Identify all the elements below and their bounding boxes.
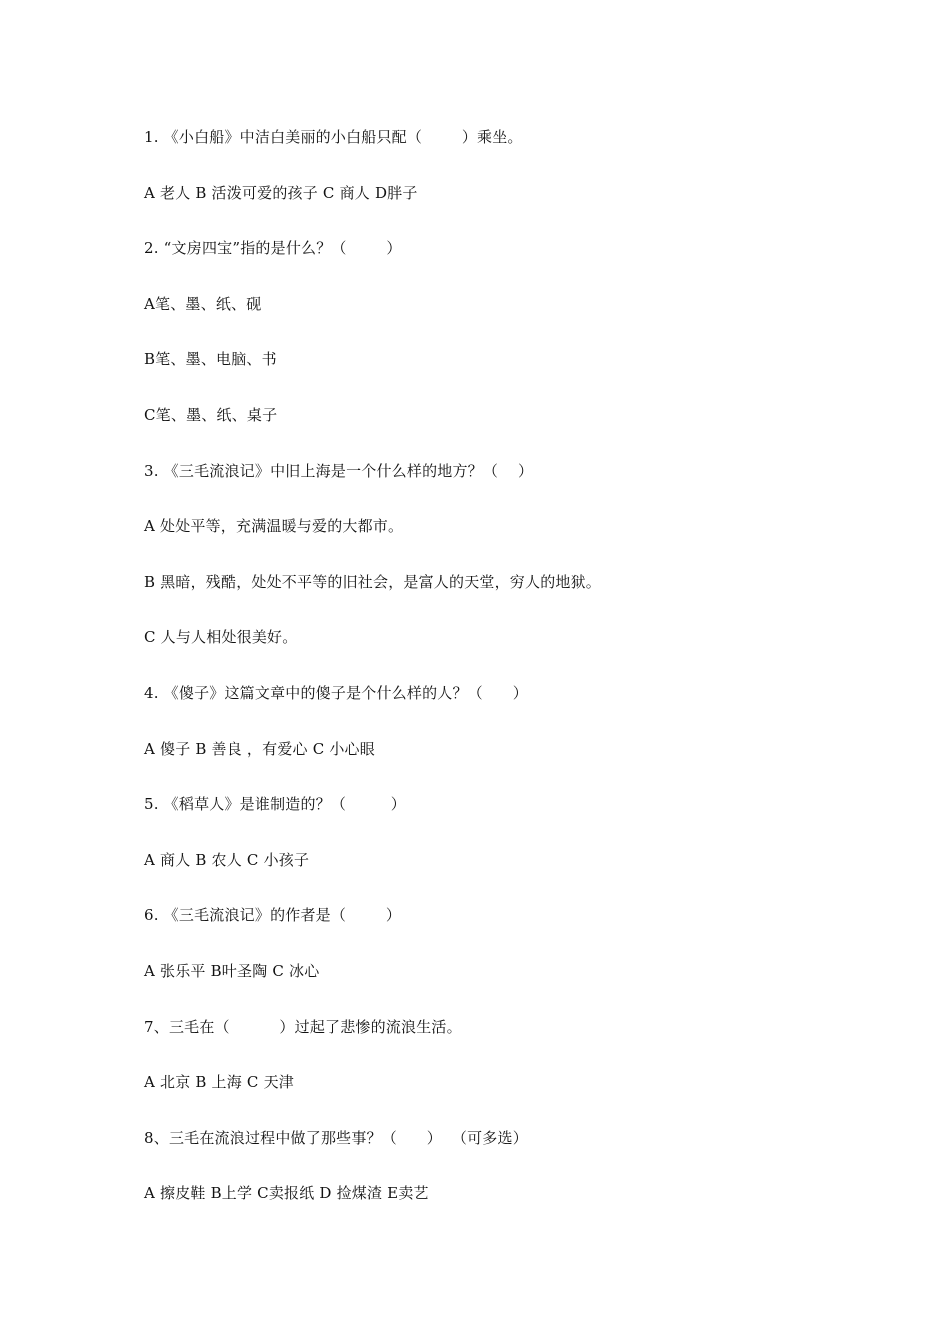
question-8: 8、三毛在流浪过程中做了那些事？（ ） （可多选）: [144, 1128, 528, 1147]
question-5: 5. 《稻草人》是谁制造的？（ ）: [144, 795, 406, 814]
question-3-option-b: B 黑暗，残酷，处处不平等的旧社会，是富人的天堂，穷人的地狱。: [144, 572, 601, 591]
question-6: 6. 《三毛流浪记》的作者是（ ）: [144, 906, 402, 925]
question-2-option-c: C笔、墨、纸、桌子: [144, 405, 278, 424]
question-2-option-b: B笔、墨、电脑、书: [144, 350, 277, 369]
question-3-option-c: C 人与人相处很美好。: [144, 628, 298, 647]
question-7-options: A 北京 B 上海 C 天津: [144, 1073, 294, 1092]
question-4: 4. 《傻子》这篇文章中的傻子是个什么样的人？（ ）: [144, 683, 528, 702]
question-1: 1. 《小白船》中洁白美丽的小白船只配（ ）乘坐。: [144, 128, 523, 146]
question-6-options: A 张乐平 B叶圣陶 C 冰心: [144, 961, 320, 980]
question-3-option-a: A 处处平等，充满温暖与爱的大都市。: [144, 517, 404, 536]
question-2-option-a: A笔、墨、纸、砚: [144, 294, 262, 313]
question-7: 7、三毛在（ ）过起了悲惨的流浪生活。: [144, 1017, 462, 1036]
question-2: 2. “文房四宝”指的是什么？（ ）: [144, 239, 402, 258]
question-list: [144, 126, 844, 1238]
question-3: 3. 《三毛流浪记》中旧上海是一个什么样的地方？（ ）: [144, 461, 534, 480]
question-5-options: A 商人 B 农人 C 小孩子: [144, 850, 310, 869]
question-1-options: A 老人 B 活泼可爱的孩子 C 商人 D胖子: [144, 183, 418, 202]
question-4-options: A 傻子 B 善良 ，有爱心 C 小心眼: [144, 739, 375, 758]
question-8-options: A 擦皮鞋 B上学 C卖报纸 D 捡煤渣 E卖艺: [144, 1184, 429, 1203]
